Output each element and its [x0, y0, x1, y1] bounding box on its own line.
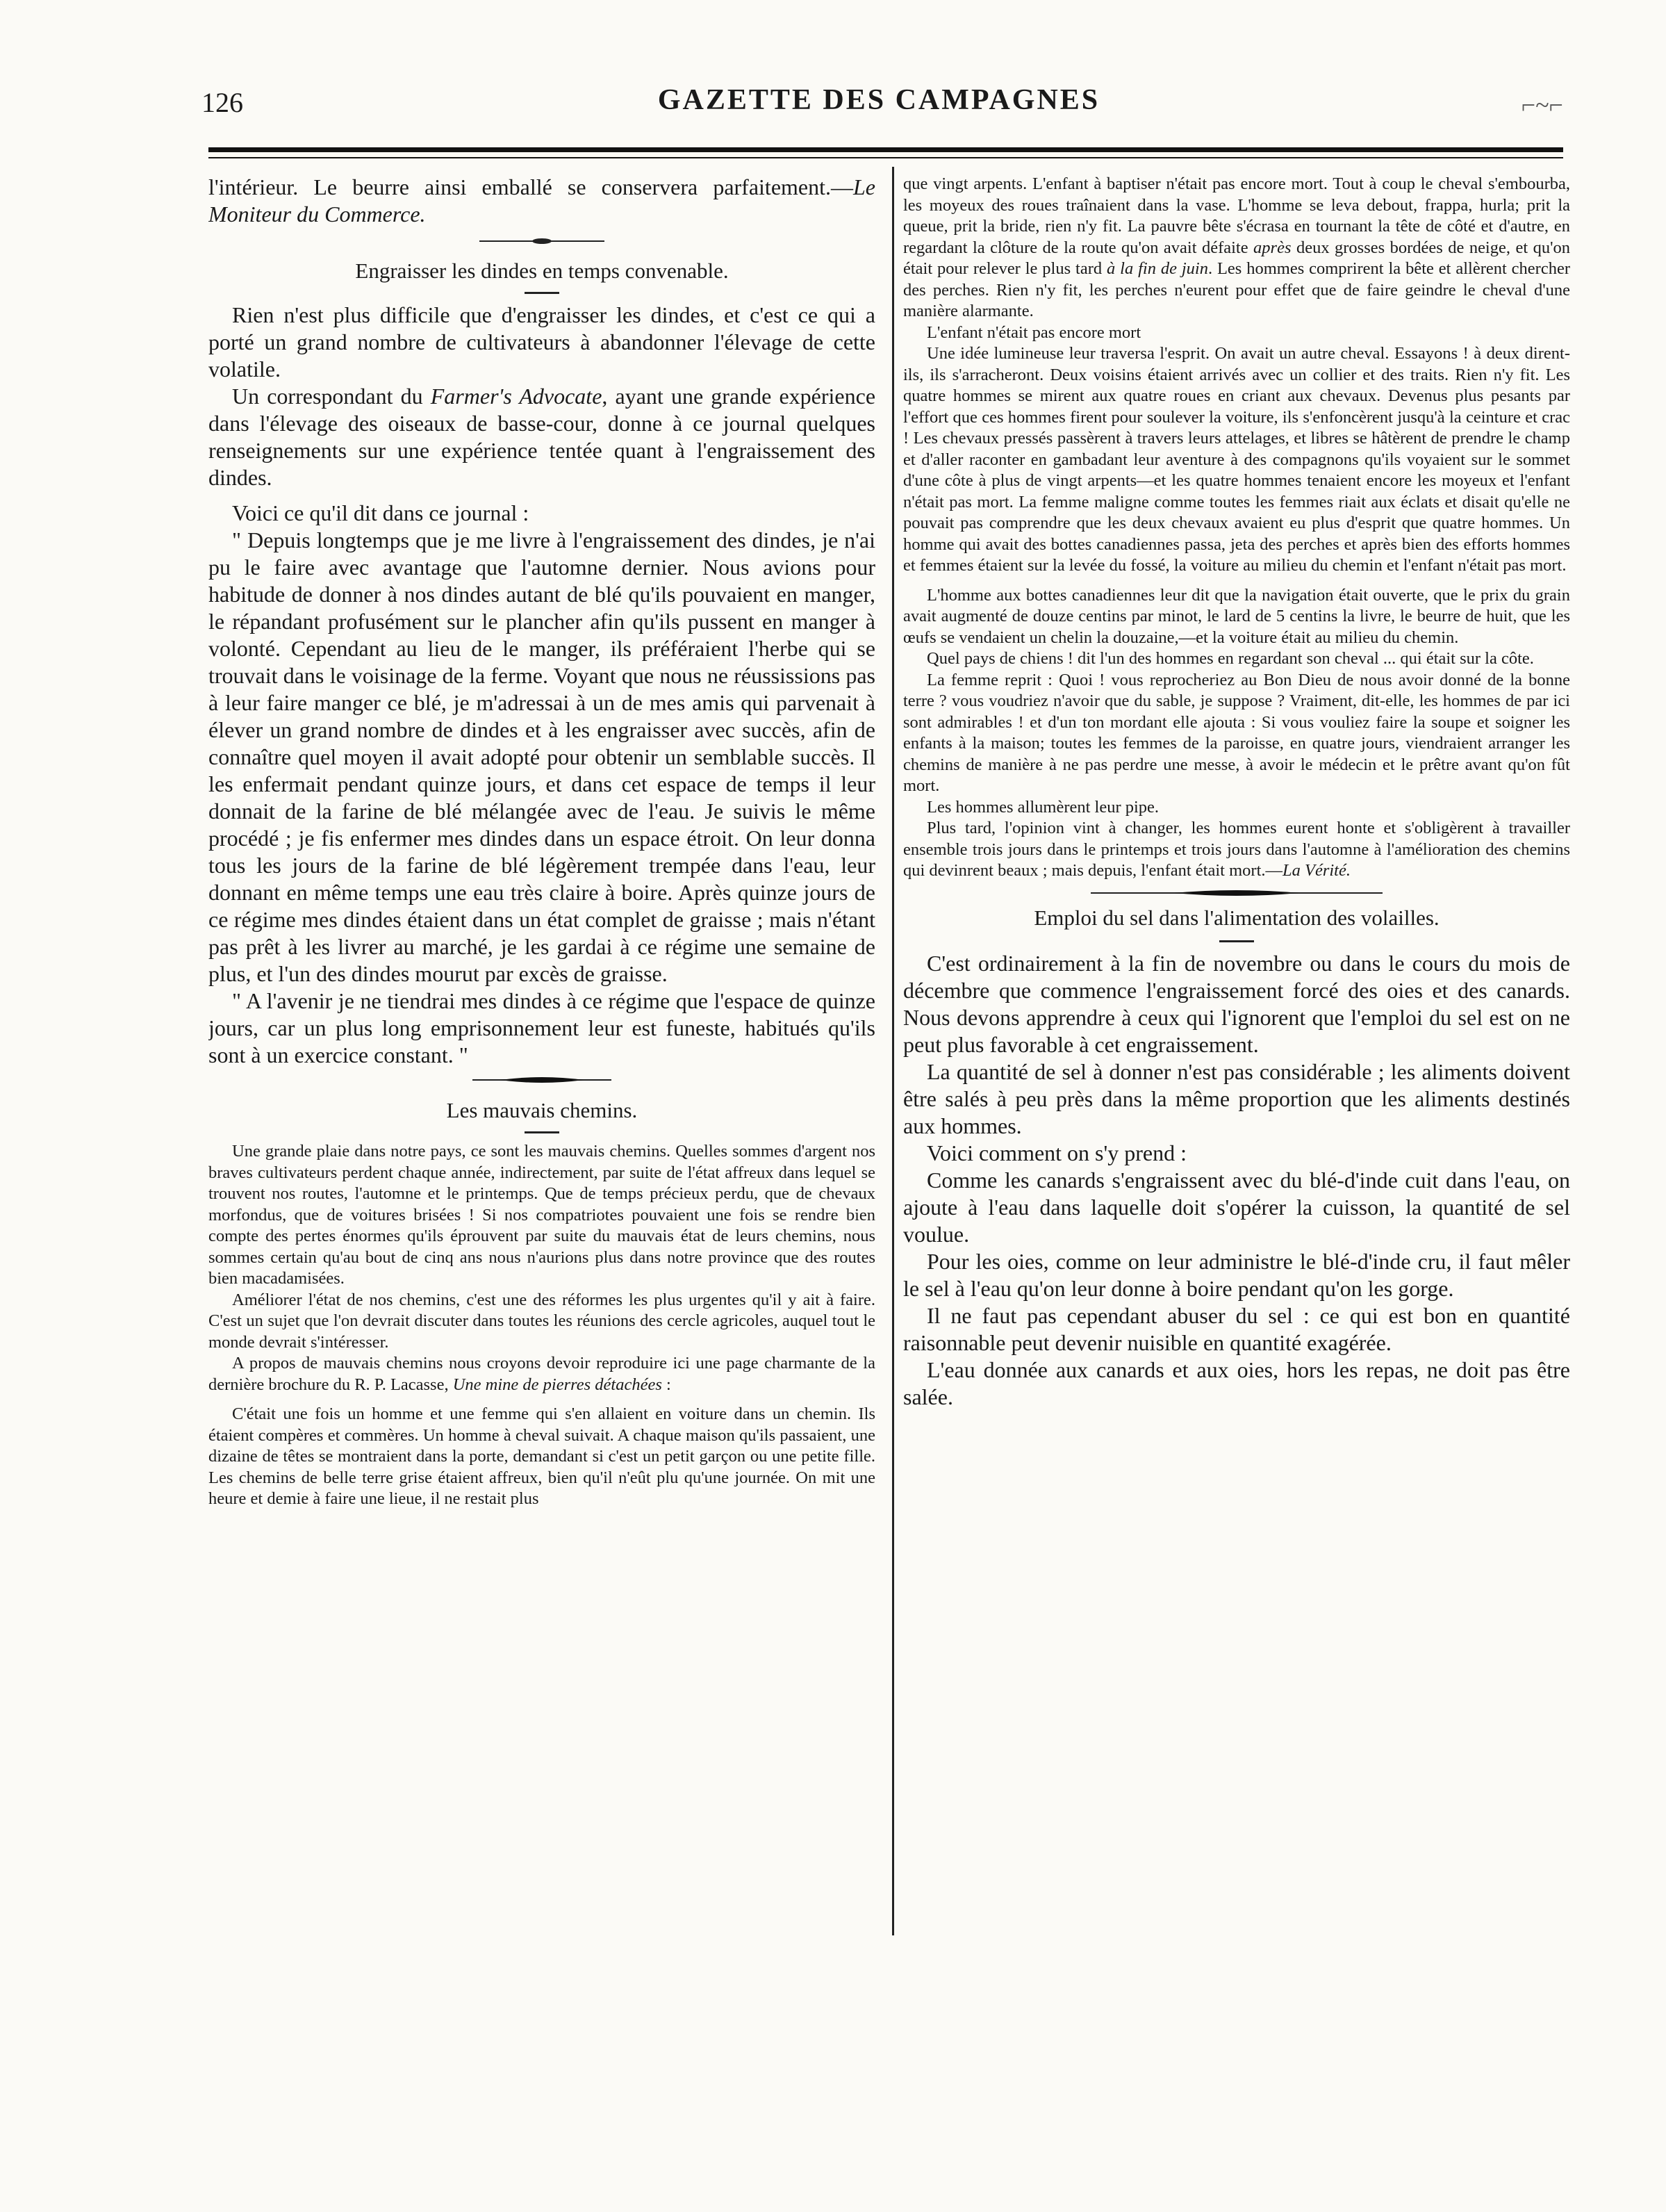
section-ornament	[472, 1076, 611, 1084]
heading-chemins: Les mauvais chemins.	[446, 1098, 638, 1122]
heading-underline	[525, 292, 559, 294]
paragraph-small: Quel pays de chiens ! dit l'un des hommes en regardant son cheval ... qui était sur la côte.	[927, 649, 1534, 668]
left-column	[208, 174, 875, 1939]
paragraph: Un correspondant du Farmer's Advocate, ayant une grande expérience dans l'élevage des oiseaux de basse-cour, donne à ce journal quelques renseignements sur une expérience tentée quant à l'engraissement des dindes.	[208, 384, 875, 490]
paragraph-small: C'était une fois un homme et une femme qui s'en allaient en voiture dans un chemin. Ils étaient compères et commères. Un homme à cheval suivait. A chaque maison qu'ils passaient, une dizaine de têtes se montraient dans la porte, demandant si c'est un petit garçon ou une petite fille. Les chemins de belle terre grise étaient affreux, bien qu'il n'eût plu qu'une journée. On mit une heure et demie à faire une lieue, il ne restait plus	[208, 1404, 875, 1508]
paragraph: Comme les canards s'engraissent avec du blé-d'inde cuit dans l'eau, on ajoute à l'eau dans laquelle doit s'opérer la cuisson, la quantité de sel voulue.	[903, 1167, 1570, 1247]
header-rule-thick	[208, 147, 1563, 152]
source-credit: La Vérité.	[1283, 861, 1351, 880]
ink-smudge: ⌐~⌐	[1521, 91, 1563, 119]
paragraph: C'est ordinairement à la fin de novembre ou dans le cours du mois de décembre que commence l'engraissement forcé des oies et des canards. Nous devons apprendre à ceux qui l'ignorent que l'emploi du sel est on ne peut plus favorable à cet engraissement.	[903, 950, 1570, 1057]
page-number: 126	[201, 87, 243, 118]
heading-sel: Emploi du sel dans l'alimentation des volailles.	[1034, 905, 1440, 930]
page-header	[195, 76, 1563, 118]
paragraph-small: L'enfant n'était pas encore mort	[927, 322, 1141, 342]
section-ornament	[479, 238, 604, 245]
paragraph: Voici comment on s'y prend :	[927, 1140, 1187, 1165]
journal-name: Farmer's Advocate	[430, 384, 602, 409]
quote-paragraph: " Depuis longtemps que je me livre à l'engraissement des dindes, je n'ai pu le faire avec avantage que l'automne dernier. Nous avions pour habitude de donner à nos dindes autant de blé qu'ils pouvaient en manger, le répandant profusément sur le plancher afin qu'ils pussent en manger à volonté. Cependant au lieu de le manger, ils préféraient l'herbe qui se trouvait dans le voisinage de la ferme. Voyant que nous ne réussissions pas à leur faire manger ce blé, je m'adressai à un de mes amis qui parvenait à élever un grand nombre de dindes et à les engraisser avec succès, afin de connaître quel moyen il avait adopté pour obtenir un semblable succès. Il les enfermait pendant quinze jours, et dans cet espace de temps il leur donnait de la farine de blé mélangée avec de l'eau. Je suivis le même procédé ; je fis enfermer mes dindes dans un espace étroit. On leur donna tous les jours de la farine de blé légèrement trempée dans l'eau, leur donnant en même temps une eau très claire à boire. Après quinze jours de ce régime mes dindes étaient dans un état complet de graisse ; mais n'étant pas prêt à les livrer au marché, je les gardai à ce régime une semaine de plus, et l'un des dindes mourut par excès de graisse.	[208, 527, 875, 986]
paragraph: Rien n'est plus difficile que d'engraisser les dindes, et c'est ce qui a porté un grand nombre de cultivateurs à abandonner l'élevage de cette volatile.	[208, 302, 875, 382]
paragraph: Il ne faut pas cependant abuser du sel : ce qui est bon en quantité raisonnable peut devenir nuisible en quantité exagérée.	[903, 1302, 1570, 1355]
paragraph: Voici ce qu'il dit dans ce journal :	[232, 500, 529, 525]
heading-underline	[1219, 940, 1254, 942]
paragraph-small: Les hommes allumèrent leur pipe.	[927, 797, 1160, 817]
book-title: Une mine de pierres détachées	[452, 1375, 662, 1394]
paragraph-small: Une idée lumineuse leur traversa l'esprit. On avait un autre cheval. Essayons ! à deux dirent-ils, ils s'arracheront. Deux voisins étaient arrivés avec un collier et des traits. Rien n'y fit. Les quatre hommes se mirent aux quatre roues en criant aux chevaux. Devenus plus pesants par l'effort que ces hommes firent pour soulever la voiture, ils s'enfoncèrent jusqu'à la ceinture et crac ! Les chevaux pressés passèrent à travers leurs attelages, et libres se hâtèrent de prendre le champ et d'aller raconter en gambadant leur aventure à des compagnons qu'ils voyaient sur le sommet d'une côte à plus de vingt arpents—et les quatre hommes tenaient encore les moyeux et l'enfant n'était pas mort. La femme maligne comme toutes les femmes riait aux éclats et disait qu'elle ne pouvait pas comprendre que les deux chevaux avaient eu plus d'esprit que quatre hommes. Un homme qui avait des bottes canadiennes passa, jeta des perches et après bien des efforts hommes et femmes étaient sur la levée du fossé, la voiture au milieu du chemin et l'enfant n'était pas mort.	[903, 344, 1570, 575]
article-fragment: l'intérieur. Le beurre ainsi emballé se conservera parfaitement.—Le Moniteur du Commerce.	[208, 174, 875, 227]
quote-paragraph: " A l'avenir je ne tiendrai mes dindes à ce régime que l'espace de quinze jours, car un plus long emprisonnement leur est funeste, habitués qu'ils sont à un exercice constant. "	[208, 988, 875, 1067]
right-column	[903, 174, 1570, 1939]
paragraph-small: A propos de mauvais chemins nous croyons devoir reproduire ici une page charmante de la dernière brochure du R. P. Lacasse, Une mine de pierres détachées :	[208, 1354, 875, 1394]
paragraph-small: La femme reprit : Quoi ! vous reprocheriez au Bon Dieu de nous avoir donné de la bonne terre ? vous voudriez n'avoir que du sable, je suppose ? Vraiment, dit-elle, les hommes de par ici sont admirables ! et d'un ton mordant elle ajouta : Si vous vouliez faire la soupe et soigner les enfants à la maison; toutes les femmes de la paroisse, en quatre jours, viendraient arranger les chemins de manière à ne pas perdre une messe, à avoir le médecin et le prêtre avant qu'on fût mort.	[903, 670, 1570, 795]
heading-dindes: Engraisser les dindes en temps convenable.	[355, 259, 729, 283]
header-rule-thin	[208, 157, 1563, 158]
section-ornament	[1091, 889, 1383, 897]
paragraph-small: Améliorer l'état de nos chemins, c'est une des réformes les plus urgentes qu'il y ait à faire. C'est un sujet que l'on devrait discuter dans toutes les réunions des cercle agricoles, auquel tout le monde devrait s'intéresser.	[208, 1290, 875, 1352]
column-divider	[892, 167, 894, 1935]
paragraph: L'eau donnée aux canards et aux oies, hors les repas, ne doit pas être salée.	[903, 1357, 1570, 1409]
heading-underline	[525, 1131, 559, 1133]
paragraph: Pour les oies, comme on leur administre le blé-d'inde cru, il faut mêler le sel à l'eau qu'on leur donne à boire pendant qu'on les gorge.	[903, 1248, 1570, 1301]
paragraph-small: Plus tard, l'opinion vint à changer, les hommes eurent honte et s'obligèrent à travailler ensemble trois jours dans le printemps et trois jours dans l'automne à l'amélioration des chemins qui devinrent beaux ; mais depuis, l'enfant était mort.—La Vérité.	[903, 819, 1570, 880]
paragraph-small: que vingt arpents. L'enfant à baptiser n'était pas encore mort. Tout à coup le cheval s'embourba, les moyeux des roues traînaient dans la vase. L'homme se leva debout, frappa, hurla; prit la queue, prit la bride, rien n'y fit. La pauvre bête s'écrasa en tournant la tête de côté et d'autre, en regardant la clôture de la route qu'on avait défaite après deux grosses bordées de neige, et qu'on était pour relever le plus tard à la fin de juin. Les hommes comprirent la bête et allèrent chercher des perches. Rien n'y fit, les perches n'eurent pour effet que de faire geindre le cheval d'une manière alarmante.	[903, 174, 1570, 320]
paragraph: La quantité de sel à donner n'est pas considérable ; les aliments doivent être salés à peu près dans la même proportion que les aliments destinés aux hommes.	[903, 1058, 1570, 1138]
newspaper-title: GAZETTE DES CAMPAGNES	[657, 84, 1100, 116]
paragraph-small: Une grande plaie dans notre pays, ce sont les mauvais chemins. Quelles sommes d'argent nos braves cultivateurs perdent chaque année, indirectement, par suite de l'état affreux dans lequel se trouvent nos routes, l'automne et le printemps. Que de temps précieux perdu, que de chevaux morfondus, que de voitures brisées ! Si nos compatriotes pouvaient une fois se rendre bien compte des pertes énormes qu'ils éprouvent par suite du mauvais état de leurs chemins, nous sommes certain qu'au bout de cinq ans nous n'aurions plus dans notre province que des routes bien macadamisées.	[208, 1142, 875, 1288]
paragraph-small: L'homme aux bottes canadiennes leur dit que la navigation était ouverte, que le prix du grain avait augmenté de douze centins par minot, le lard de 5 centins la livre, le beurre de huit, que les œufs se vendaient un chelin la douzaine,—et la voiture était au milieu du chemin.	[903, 585, 1570, 647]
source-credit: Le Moniteur du Commerce.	[208, 174, 875, 227]
